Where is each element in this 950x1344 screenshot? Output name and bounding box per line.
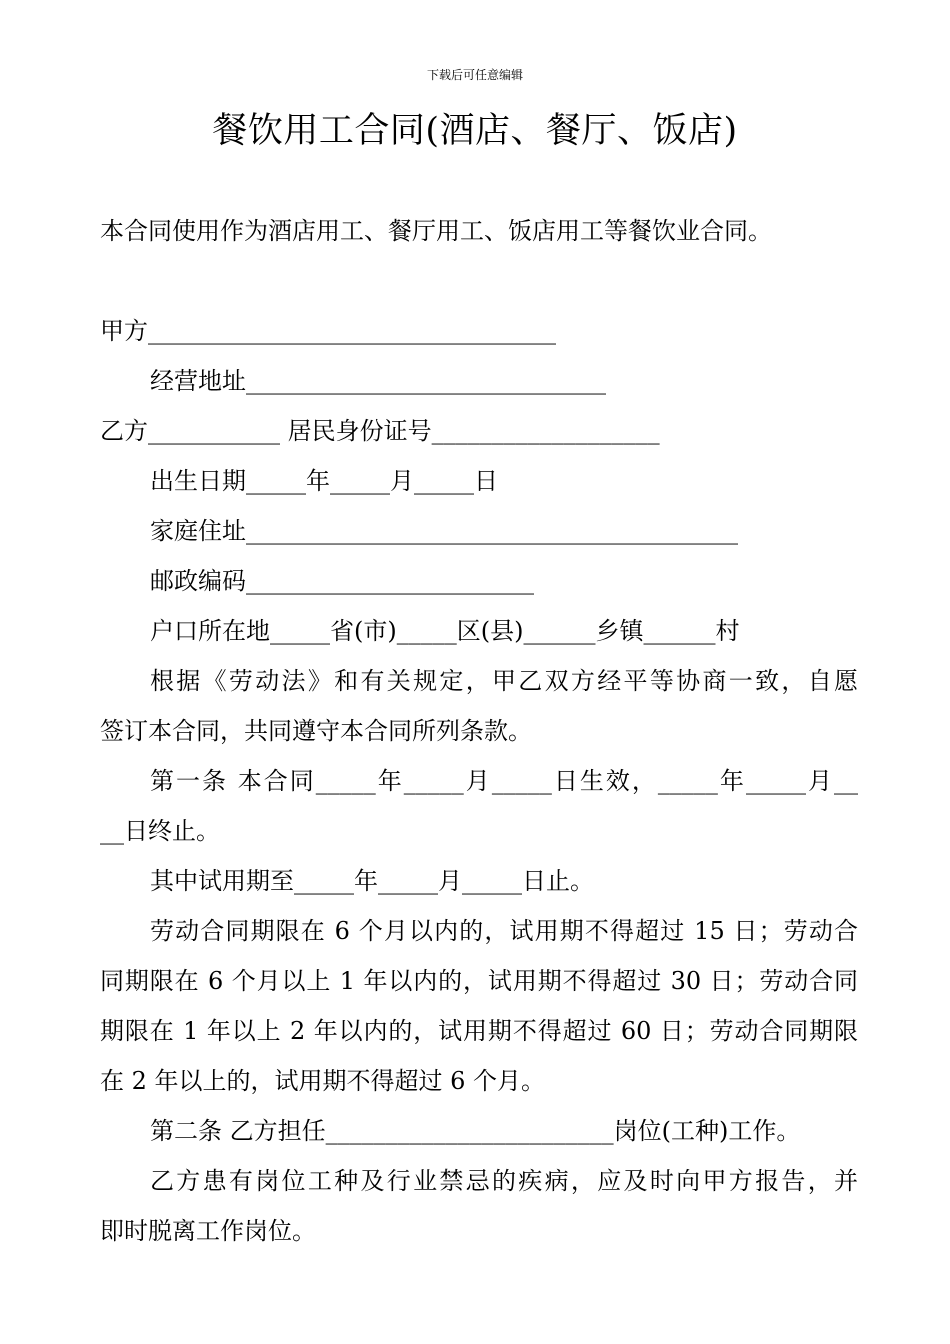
party-a-field: 甲方__________________________________ <box>100 317 556 345</box>
paragraph-line: 乙方患有岗位工种及行业禁忌的疾病，应及时向甲方报告，并 <box>150 1167 858 1195</box>
probation-line: 其中试用期至_____年_____月_____日止。 <box>150 867 594 895</box>
article-two-line: 第二条 乙方担任________________________岗位(工种)工作。 <box>150 1117 801 1145</box>
probation-rule-line: 劳动合同期限在 6 个月以内的，试用期不得超过 15 日；劳动合 <box>150 917 858 945</box>
paragraph-line: 根据《劳动法》和有关规定，甲乙双方经平等协商一致，自愿 <box>150 667 858 695</box>
article-one-line: __日终止。 <box>100 817 220 845</box>
article-one-line: 第一条 本合同_____年_____月_____日生效，_____年_____月__ <box>150 767 858 795</box>
paragraph-line: 签订本合同，共同遵守本合同所列条款。 <box>100 717 532 745</box>
birth-date-field: 出生日期_____年_____月_____日 <box>150 467 498 495</box>
party-b-field: 乙方___________ 居民身份证号___________________ <box>100 417 660 445</box>
probation-rule-line: 期限在 1 年以上 2 年以内的，试用期不得超过 60 日；劳动合同期限 <box>100 1017 858 1045</box>
probation-rule-line: 在 2 年以上的，试用期不得超过 6 个月。 <box>100 1067 546 1095</box>
household-registration-field: 户口所在地_____省(市)_____区(县)______乡镇______村 <box>150 617 740 645</box>
postal-code-field: 邮政编码________________________ <box>150 567 534 595</box>
document-title: 餐饮用工合同(酒店、餐厅、饭店) <box>212 111 738 151</box>
paragraph-line: 即时脱离工作岗位。 <box>100 1217 316 1245</box>
business-address-field: 经营地址______________________________ <box>150 367 606 395</box>
page-header: 下载后可任意编辑 <box>426 68 523 82</box>
probation-rule-line: 同期限在 6 个月以上 1 年以内的，试用期不得超过 30 日；劳动合同 <box>100 967 858 995</box>
intro-line: 本合同使用作为酒店用工、餐厅用工、饭店用工等餐饮业合同。 <box>100 217 772 245</box>
home-address-field: 家庭住址_________________________________________ <box>150 517 738 545</box>
